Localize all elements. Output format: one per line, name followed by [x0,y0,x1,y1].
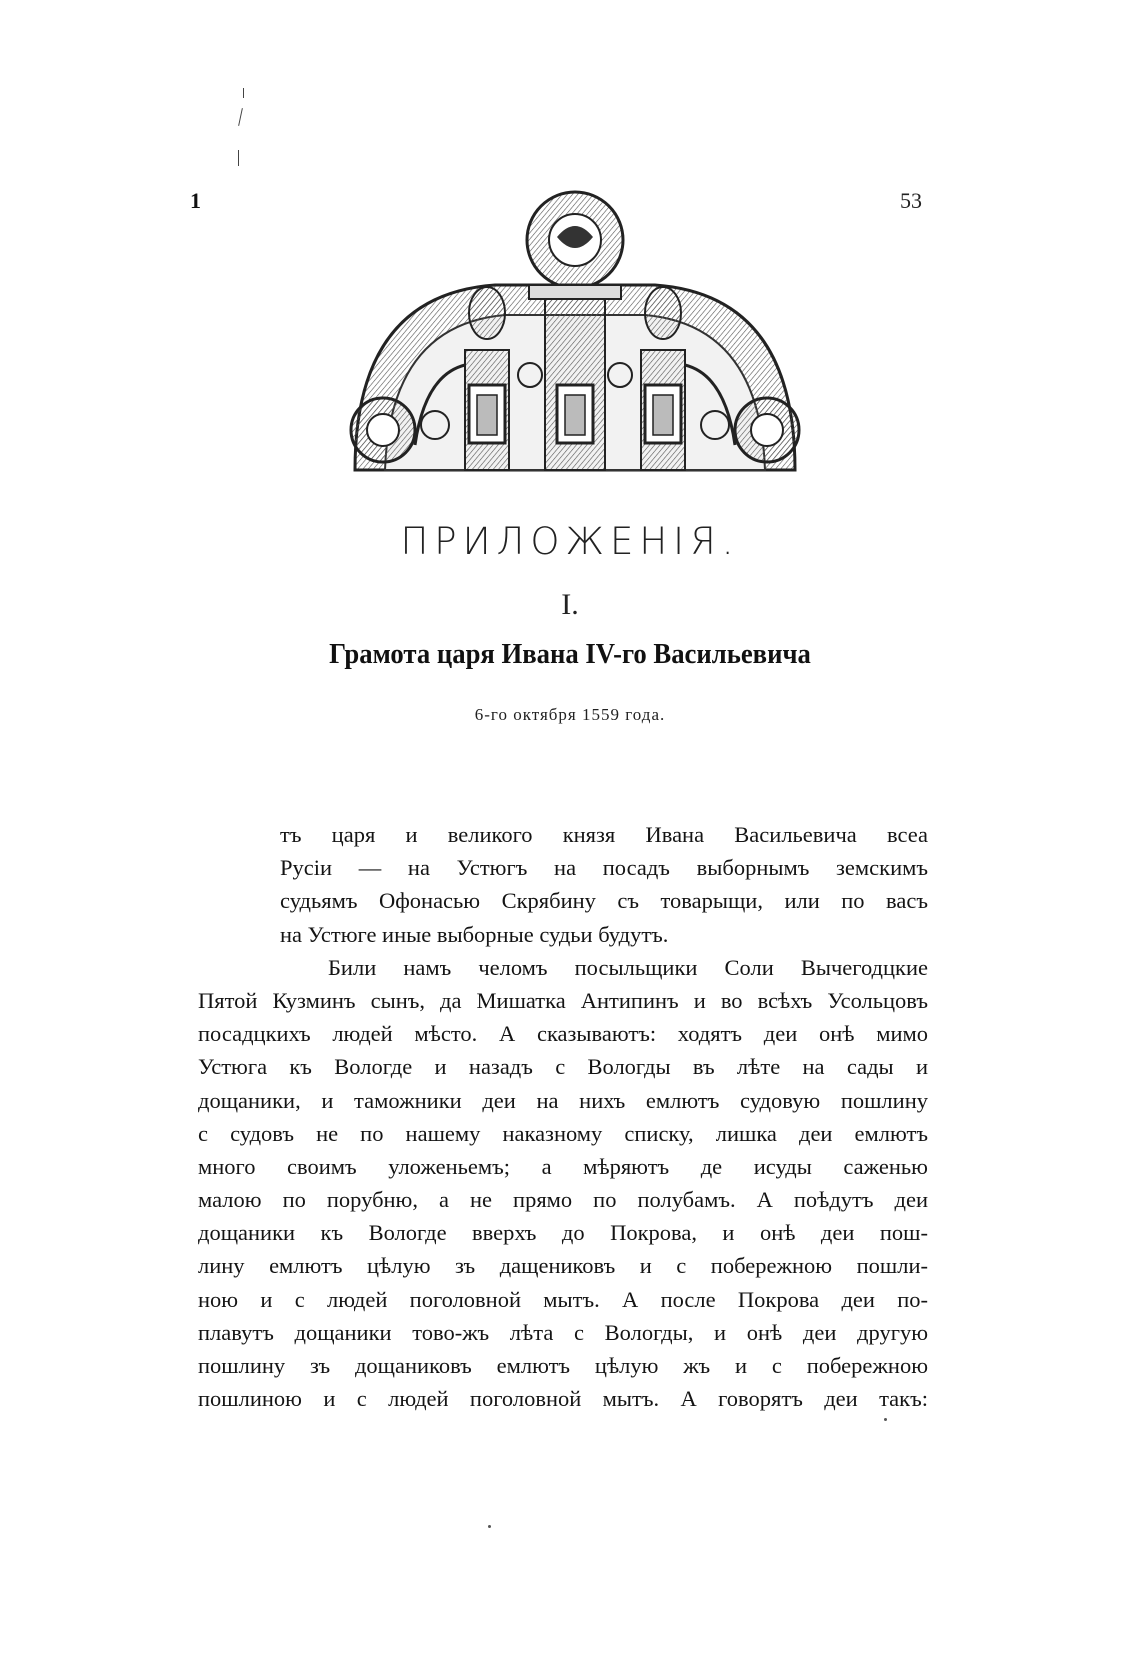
text-line: Устюга къ Вологде и назадъ с Вологды въ лѣте на сады и [198,1054,928,1080]
body-text [198,818,928,1415]
scan-speck [488,1525,491,1528]
page-number: 53 [900,188,922,213]
section-title: ПРИЛОЖЕНІЯ. [400,520,740,563]
text-line: плавутъ дощаники тово-жъ лѣта с Вологды, и онѣ деи другую [198,1319,928,1345]
text-line: посадцкихъ людей мѣсто. А сказываютъ: ходятъ деи онѣ мимо [198,1021,928,1047]
scan-mark [243,88,244,98]
text-line: ною и с людей поголовной мытъ. А после Покрова деи по- [198,1286,928,1312]
text-line: судьямъ Офонасью Скрябину съ товарыщи, или по васъ [280,888,928,914]
document-title: Грамота царя Ивана IV-го Васильевича [329,638,811,670]
text-line: Русіи — на Устюгъ на посадъ выборнымъ земскимъ [280,855,928,881]
text-line: дощаники, и таможники деи на нихъ емлютъ судовую пошлину [198,1087,928,1113]
text-line: тъ царя и великого князя Ивана Васильевича всеа [280,822,928,847]
scan-speck [884,1418,887,1421]
text-line: Били намъ челомъ посыльщики Соли Вычегодцкие [328,954,928,980]
headpiece-ornament [345,185,805,480]
document-date: 6-го октября 1559 года. [474,705,666,724]
text-line: Пятой Кузминъ сынъ, да Мишатка Антипинъ и во всѣхъ Усольцовъ [198,987,928,1013]
text-line: малою по порубню, а не прямо по полубамъ. А поѣдутъ деи [198,1187,928,1213]
scan-mark [238,108,243,126]
text-line: много своимъ уложеньемъ; а мѣряютъ де исуды саженью [198,1153,928,1179]
text-line: лину емлютъ цѣлую зъ дащениковъ и с побережною пошли- [198,1253,928,1279]
text-line: дощаники къ Вологде вверхъ до Покрова, и онѣ деи пош- [198,1220,928,1246]
text-line: на Устюге иные выборные судьи будутъ. [280,921,669,947]
signature-mark: 1 [190,188,201,213]
text-line: с судовъ не по нашему наказному списку, лишка деи емлютъ [198,1120,928,1146]
text-line: пошлиною и с людей поголовной мытъ. А говорятъ деи такъ: [198,1386,928,1412]
scan-mark [238,150,239,166]
section-number: I. [561,588,579,621]
text-line: пошлину зъ дощаниковъ емлютъ цѣлую жъ и с побережною [198,1353,928,1378]
